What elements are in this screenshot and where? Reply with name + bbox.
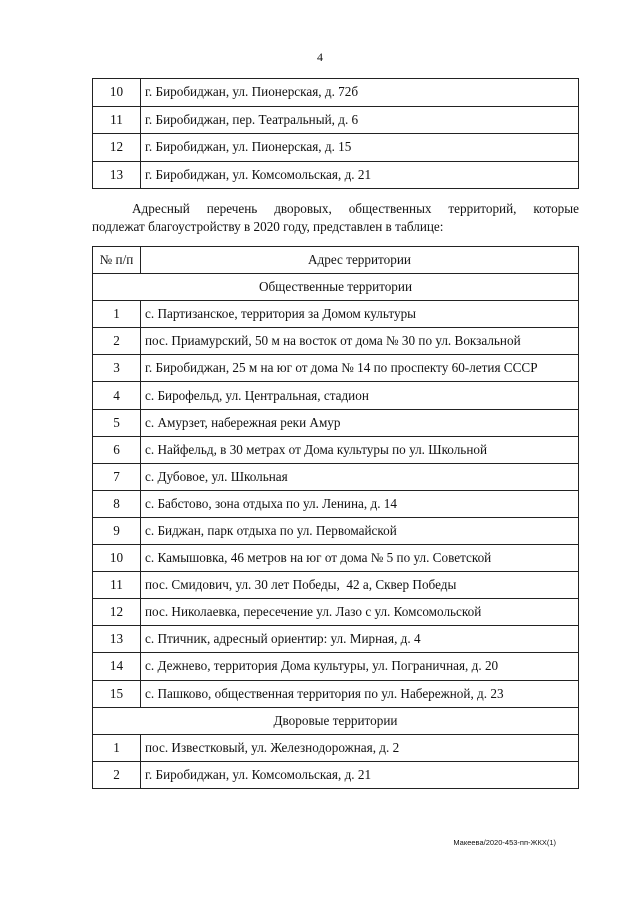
table-row — [93, 653, 579, 680]
row-address: с. Найфельд, в 30 метрах от Дома культуры по ул. Школьной — [141, 436, 579, 463]
row-number: 1 — [93, 734, 141, 761]
table-row — [93, 161, 579, 189]
row-address: г. Биробиджан, ул. Комсомольская, д. 21 — [141, 761, 579, 788]
table-header-row — [93, 247, 579, 274]
row-number: 3 — [93, 355, 141, 382]
table-row — [93, 106, 579, 134]
row-address: пос. Смидович, ул. 30 лет Победы, 42 а, Сквер Победы — [141, 572, 579, 599]
row-address: пос. Николаевка, пересечение ул. Лазо с ул. Комсомольской — [141, 599, 579, 626]
row-number: 5 — [93, 409, 141, 436]
row-address: с. Партизанское, территория за Домом культуры — [141, 301, 579, 328]
row-number: 8 — [93, 490, 141, 517]
row-address: с. Бабстово, зона отдыха по ул. Ленина, д. 14 — [141, 490, 579, 517]
intro-line-1: Адресный перечень дворовых, общественных территорий, которые — [132, 201, 579, 216]
row-number: 1 — [93, 301, 141, 328]
row-number: 2 — [93, 328, 141, 355]
table-row — [93, 328, 579, 355]
table-row — [93, 545, 579, 572]
row-number: 10 — [93, 545, 141, 572]
row-number: 13 — [93, 626, 141, 653]
row-address: с. Птичник, адресный ориентир: ул. Мирная, д. 4 — [141, 626, 579, 653]
row-number: 9 — [93, 517, 141, 544]
row-address: с. Пашково, общественная территория по ул. Набережной, д. 23 — [141, 680, 579, 707]
table-row — [93, 599, 579, 626]
table-row — [93, 680, 579, 707]
table-row — [93, 355, 579, 382]
row-address: г. Биробиджан, ул. Комсомольская, д. 21 — [141, 161, 579, 189]
row-address: г. Биробиджан, ул. Пионерская, д. 72б — [141, 79, 579, 107]
row-number: 2 — [93, 761, 141, 788]
row-address: с. Дубовое, ул. Школьная — [141, 463, 579, 490]
row-address: пос. Приамурский, 50 м на восток от дома № 30 по ул. Вокзальной — [141, 328, 579, 355]
territories-table — [92, 246, 579, 789]
page-number: 4 — [317, 50, 323, 64]
row-address: г. Биробиджан, пер. Театральный, д. 6 — [141, 106, 579, 134]
intro-line-2: подлежат благоустройству в 2020 году, представлен в таблице: — [92, 219, 444, 234]
row-address: с. Дежнево, территория Дома культуры, ул. Пограничная, д. 20 — [141, 653, 579, 680]
table-row — [93, 761, 579, 788]
row-number: 11 — [93, 572, 141, 599]
header-number: № п/п — [93, 247, 141, 274]
table-row — [93, 463, 579, 490]
document-code: Макеева/2020-453-пп-ЖКХ(1) — [453, 838, 556, 847]
table-row — [93, 79, 579, 107]
table-row — [93, 626, 579, 653]
row-address: г. Биробиджан, ул. Пионерская, д. 15 — [141, 134, 579, 162]
header-address: Адрес территории — [141, 247, 579, 274]
table-row — [93, 490, 579, 517]
row-number: 14 — [93, 653, 141, 680]
table-row — [93, 572, 579, 599]
row-address: с. Камышовка, 46 метров на юг от дома № 5 по ул. Советской — [141, 545, 579, 572]
row-number: 6 — [93, 436, 141, 463]
table-row — [93, 734, 579, 761]
row-number: 15 — [93, 680, 141, 707]
row-address: г. Биробиджан, 25 м на юг от дома № 14 по проспекту 60-летия СССР — [141, 355, 579, 382]
table-row — [93, 409, 579, 436]
row-address: с. Бирофельд, ул. Центральная, стадион — [141, 382, 579, 409]
continued-address-table — [92, 78, 579, 189]
row-number: 7 — [93, 463, 141, 490]
section-row — [93, 274, 579, 301]
section-row — [93, 707, 579, 734]
row-number: 13 — [93, 161, 141, 189]
row-number: 11 — [93, 106, 141, 134]
yard-section-title: Дворовые территории — [93, 707, 579, 734]
table-row — [93, 382, 579, 409]
table-row — [93, 301, 579, 328]
intro-paragraph — [92, 200, 579, 236]
row-address: пос. Известковый, ул. Железнодорожная, д. 2 — [141, 734, 579, 761]
row-number: 12 — [93, 134, 141, 162]
row-address: с. Амурзет, набережная реки Амур — [141, 409, 579, 436]
public-section-title: Общественные территории — [93, 274, 579, 301]
row-number: 4 — [93, 382, 141, 409]
table-row — [93, 134, 579, 162]
row-number: 10 — [93, 79, 141, 107]
table-row — [93, 436, 579, 463]
table-row — [93, 517, 579, 544]
row-number: 12 — [93, 599, 141, 626]
row-address: с. Биджан, парк отдыха по ул. Первомайской — [141, 517, 579, 544]
